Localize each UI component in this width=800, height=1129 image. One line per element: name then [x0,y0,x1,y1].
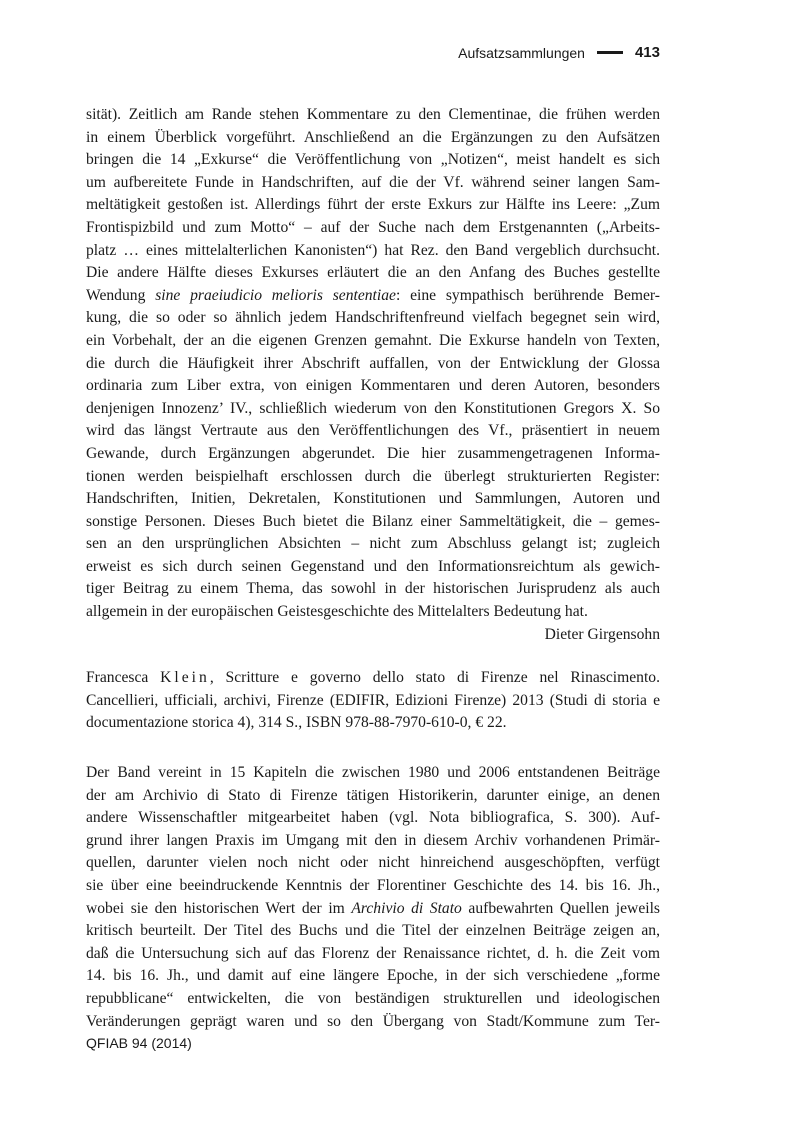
text-line: erweist es sich durch seinen Gegenstand und den Informationsreichtum als gewich- [86,557,660,575]
text-fragment: wobei sie den historischen Wert der im [86,899,352,917]
author-first-name: Francesca [86,669,161,686]
text-line: Veränderungen geprägt waren und so den Übergang von Stadt/Kommune zum Ter- [86,1012,660,1030]
text-line: um aufbereitete Funde in Handschriften, auf die der Vf. während seiner langen Sam- [86,173,660,191]
text-fragment: : eine sympathisch berührende Bemer- [395,286,660,304]
text-line: ordinaria zum Liber extra, von einigen Kommentaren und deren Autoren, besonders [86,377,660,395]
journal-footer: QFIAB 94 (2014) [86,1035,192,1051]
book-citation [86,667,660,735]
text-line: ein Vorbehalt, der an die eigenen Grenzen gemahnt. Die Exkurse handeln von Texten, [86,331,660,349]
text-fragment: aufbewahrten Quellen jeweils [461,899,660,917]
text-line: 14. bis 16. Jh., und damit auf eine längere Epoche, in der sich verschiedene „forme [86,967,660,985]
header-rule [597,51,623,54]
text-line: denjenigen Innozenz’ IV., schließlich wiederum von den Konstitutionen Gregors X. So [86,399,660,417]
text-line: tionen werden beispielhaft erschlossen durch die überlegt strukturierten Register: [86,467,660,485]
text-line: kritisch beurteilt. Der Titel des Buchs und die Titel der einzelnen Beiträge zeigen an, [86,922,660,940]
text-line: Der Band vereint in 15 Kapiteln die zwischen 1980 und 2006 entstandenen Beiträge [86,764,660,781]
text-line: Frontispizbild und zum Motto“ – auf der Suche nach dem Erstgenannten („Arbeits- [86,218,660,236]
text-line: repubblicane“ entwickelten, die von beständigen strukturellen und ideologischen [86,989,660,1007]
text-line: Handschriften, Initien, Dekretalen, Konstitutionen und Sammlungen, Autoren und [86,490,660,508]
text-line: sität). Zeitlich am Rande stehen Kommentare zu den Clementinae, die frühen werden [86,106,660,123]
text-line: platz … eines mittelalterlichen Kanonisten“) hat Rez. den Band vergeblich durchsucht. [86,241,660,259]
text-line: Die andere Hälfte dieses Exkurses erläutert die an den Anfang des Buches gestellte [86,264,660,282]
text-line: die durch die Häufigkeit ihrer Abschrift auffallen, von der Entwicklung der Glossa [86,354,660,372]
text-line: Gewande, durch Ergänzungen abgerundet. Die hier zusammengetragenen Informa- [86,444,660,462]
text-line: andere Wissenschaftler mitgearbeitet haben (vgl. Nota bibliografica, S. 300). Auf- [86,809,660,827]
citation-title: , Scritture e governo dello stato di Firenze nel Rinascimento. [209,669,660,686]
italic-phrase: sine praeiudicio melioris sententiae [155,286,396,304]
text-line: sonstige Personen. Dieses Buch bietet die Bilanz einer Sammeltätigkeit, die – gemes- [86,512,660,530]
text-line: der am Archivio di Stato di Firenze tätigen Historikerin, darunter einige, an denen [86,786,660,804]
text-line: daß die Untersuchung sich auf das Florenz der Renaissance richtet, d. h. die Zeit vom [86,944,660,962]
reviewer-name: Dieter Girgensohn [544,625,660,643]
text-line: tiger Beitrag zu einem Thema, das sowohl in der historischen Jurisprudenz als auch [86,580,660,598]
citation-line: Cancellieri, ufficiali, archivi, Firenze (EDIFIR, Edizioni Firenze) 2013 (Studi di storia e [86,691,660,709]
text-line: sie über eine beeindruckende Kenntnis der Florentiner Geschichte des 14. bis 16. Jh., [86,876,660,894]
text-line: wird das längst Vertraute aus den Veröffentlichungen des Vf., präsentiert in neuem [86,422,660,440]
section-title: Aufsatzsammlungen [458,44,585,61]
review-text [86,762,660,1033]
citation-line: documentazione storica 4), 314 S., ISBN 978-88-7970-610-0, € 22. [86,714,507,732]
text-line: in einem Überblick vorgeführt. Anschließend an die Ergänzungen zu den Aufsätzen [86,128,660,146]
text-line [86,285,660,308]
text-fragment: Wendung [86,286,156,304]
author-last-name: Klein [160,669,210,686]
text-line: kung, die so oder so ähnlich jedem Handschriftenfreund vielfach begegnet sein wird, [86,309,660,327]
page-number: 413 [634,44,660,61]
text-line: quellen, darunter vielen noch nicht oder nicht hinreichend ausgeschöpften, verfügt [86,854,660,872]
text-line: allgemein in der europäischen Geistesgeschichte des Mittelalters Bedeutung hat. [86,603,588,621]
review-text-continued [86,104,660,646]
text-line: meltätigkeit gestoßen ist. Allerdings führt der erste Exkurs zur Hälfte ins Leere: „Zum [86,196,660,214]
text-line: sen an den ursprünglichen Absichten – nicht zum Abschluss gelangt ist; zugleich [86,535,660,553]
text-line: bringen die 14 „Exkurse“ die Veröffentlichung von „Notizen“, meist handelt es sich [86,151,660,169]
italic-phrase: Archivio di Stato [351,899,462,917]
running-header [458,44,660,61]
text-line: grund ihrer langen Praxis im Umgang mit den in diesem Archiv vorhandenen Primär- [86,831,660,849]
citation-line [86,667,660,690]
text-line [86,898,660,921]
